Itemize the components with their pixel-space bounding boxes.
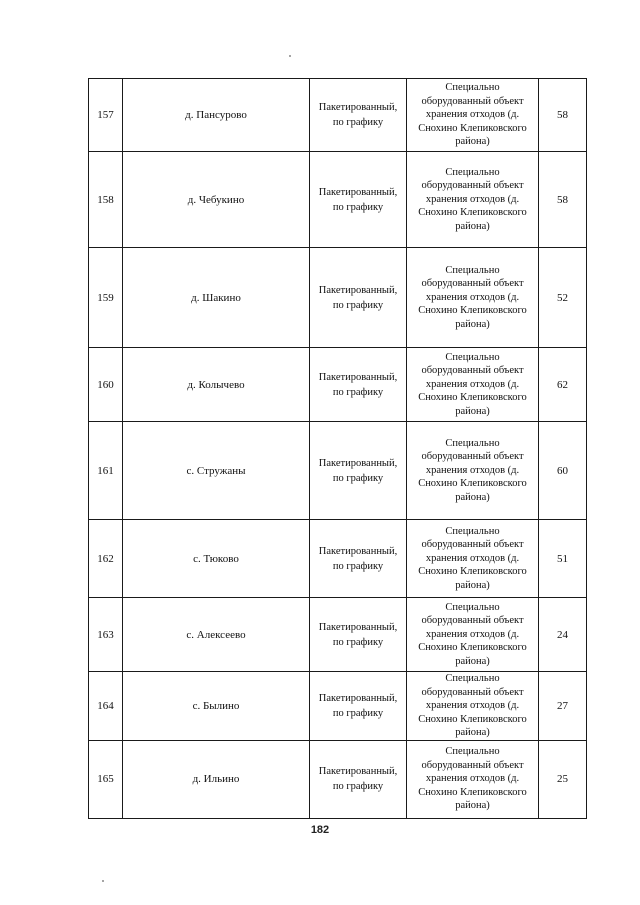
- facility-line: Специально: [445, 166, 500, 178]
- row-number-cell: 163: [89, 598, 123, 672]
- facility-line: Снохино Клепиковского: [418, 566, 527, 578]
- method-line: Пакетированный,: [318, 621, 398, 633]
- method-line: по графику: [332, 560, 384, 572]
- facility-line: Снохино Клепиковского: [418, 207, 527, 219]
- disposal-facility-cell: [407, 79, 539, 152]
- collection-method-cell: [310, 248, 407, 348]
- facility-line: оборудованный объект: [421, 686, 524, 698]
- facility-line: района): [455, 136, 490, 148]
- facility-line: оборудованный объект: [421, 539, 524, 551]
- scan-speck: [102, 880, 104, 882]
- disposal-facility-cell: [407, 152, 539, 248]
- facility-line: Снохино Клепиковского: [418, 478, 527, 490]
- method-line: по графику: [332, 472, 384, 484]
- volume-cell: 27: [539, 672, 587, 741]
- facility-line: Специально: [445, 264, 500, 276]
- method-line: Пакетированный,: [318, 766, 398, 777]
- facility-line: района): [455, 220, 490, 232]
- method-line: по графику: [332, 386, 384, 398]
- collection-method-cell: [310, 672, 407, 741]
- method-line: по графику: [332, 299, 384, 311]
- facility-line: хранения отходов (д.: [425, 628, 520, 640]
- table-row: [89, 152, 587, 248]
- method-line: Пакетированный,: [318, 371, 398, 383]
- settlement-cell: с. Стружаны: [123, 422, 310, 520]
- disposal-facility-cell: [407, 672, 539, 741]
- row-number-cell: 159: [89, 248, 123, 348]
- facility-line: хранения отходов (д.: [425, 378, 520, 390]
- settlement-cell: д. Колычево: [123, 348, 310, 422]
- facility-line: оборудованный объект: [421, 180, 524, 192]
- table-row: [89, 79, 587, 152]
- method-line: Пакетированный,: [318, 692, 398, 704]
- table-row: [89, 248, 587, 348]
- facility-line: хранения отходов (д.: [425, 700, 520, 711]
- table-row: [89, 598, 587, 672]
- method-line: Пакетированный,: [318, 545, 398, 557]
- facility-line: Снохино Клепиковского: [418, 713, 527, 725]
- method-line: Пакетированный,: [318, 457, 398, 469]
- disposal-facility-cell: [407, 348, 539, 422]
- facility-line: хранения отходов (д.: [425, 193, 520, 205]
- facility-line: района): [455, 579, 490, 591]
- facility-line: оборудованный объект: [421, 615, 524, 627]
- volume-cell: 51: [539, 520, 587, 598]
- facility-line: оборудованный объект: [421, 278, 524, 290]
- facility-line: Снохино Клепиковского: [418, 305, 527, 317]
- table-row: [89, 422, 587, 520]
- scan-speck: [289, 55, 291, 57]
- settlement-cell: д. Пансурово: [123, 79, 310, 152]
- method-line: Пакетированный,: [318, 102, 398, 113]
- method-line: по графику: [332, 781, 384, 792]
- facility-line: оборудованный объект: [421, 759, 524, 771]
- facility-line: хранения отходов (д.: [425, 773, 520, 785]
- volume-cell: 58: [539, 79, 587, 152]
- method-line: по графику: [332, 201, 384, 213]
- facility-line: Специально: [445, 673, 500, 684]
- volume-cell: 25: [539, 740, 587, 818]
- volume-cell: 52: [539, 248, 587, 348]
- facility-line: Специально: [445, 82, 500, 94]
- collection-method-cell: [310, 598, 407, 672]
- page-number: 182: [310, 824, 330, 836]
- facility-line: Снохино Клепиковского: [418, 642, 527, 654]
- method-line: Пакетированный,: [318, 284, 398, 296]
- facility-line: района): [455, 405, 490, 417]
- settlement-cell: д. Чебукино: [123, 152, 310, 248]
- volume-cell: 24: [539, 598, 587, 672]
- waste-collection-table: [88, 78, 587, 819]
- collection-method-cell: [310, 740, 407, 818]
- collection-method-cell: [310, 422, 407, 520]
- facility-line: Специально: [445, 437, 500, 449]
- volume-cell: 58: [539, 152, 587, 248]
- volume-cell: 60: [539, 422, 587, 520]
- row-number-cell: 160: [89, 348, 123, 422]
- facility-line: района): [455, 800, 490, 812]
- method-line: Пакетированный,: [318, 186, 398, 198]
- method-line: по графику: [332, 707, 384, 719]
- collection-method-cell: [310, 348, 407, 422]
- disposal-facility-cell: [407, 520, 539, 598]
- facility-line: оборудованный объект: [421, 451, 524, 463]
- settlement-cell: с. Тюково: [123, 520, 310, 598]
- facility-line: района): [455, 655, 490, 667]
- disposal-facility-cell: [407, 740, 539, 818]
- facility-line: хранения отходов (д.: [425, 552, 520, 564]
- facility-line: Снохино Клепиковского: [418, 392, 527, 404]
- facility-line: хранения отходов (д.: [425, 109, 520, 121]
- facility-line: Специально: [445, 746, 500, 758]
- table-body: [89, 79, 587, 819]
- disposal-facility-cell: [407, 248, 539, 348]
- collection-method-cell: [310, 79, 407, 152]
- facility-line: хранения отходов (д.: [425, 464, 520, 476]
- facility-line: Специально: [445, 601, 500, 613]
- facility-line: района): [455, 727, 490, 738]
- row-number-cell: 165: [89, 740, 123, 818]
- facility-line: оборудованный объект: [421, 365, 524, 377]
- table-row: [89, 520, 587, 598]
- facility-line: Специально: [445, 525, 500, 537]
- facility-line: Специально: [445, 351, 500, 363]
- disposal-facility-cell: [407, 598, 539, 672]
- facility-line: хранения отходов (д.: [425, 291, 520, 303]
- method-line: по графику: [332, 117, 384, 128]
- facility-line: района): [455, 491, 490, 503]
- row-number-cell: 161: [89, 422, 123, 520]
- row-number-cell: 164: [89, 672, 123, 741]
- settlement-cell: д. Ильино: [123, 740, 310, 818]
- method-line: по графику: [332, 636, 384, 648]
- settlement-cell: д. Шакино: [123, 248, 310, 348]
- settlement-cell: с. Алексеево: [123, 598, 310, 672]
- settlement-cell: с. Былино: [123, 672, 310, 741]
- facility-line: Снохино Клепиковского: [418, 786, 527, 798]
- row-number-cell: 157: [89, 79, 123, 152]
- volume-cell: 62: [539, 348, 587, 422]
- collection-method-cell: [310, 520, 407, 598]
- facility-line: Снохино Клепиковского: [418, 122, 527, 134]
- collection-method-cell: [310, 152, 407, 248]
- row-number-cell: 158: [89, 152, 123, 248]
- row-number-cell: 162: [89, 520, 123, 598]
- facility-line: оборудованный объект: [421, 95, 524, 107]
- disposal-facility-cell: [407, 422, 539, 520]
- facility-line: района): [455, 318, 490, 330]
- table-row: [89, 672, 587, 741]
- table-row: [89, 740, 587, 818]
- table-row: [89, 348, 587, 422]
